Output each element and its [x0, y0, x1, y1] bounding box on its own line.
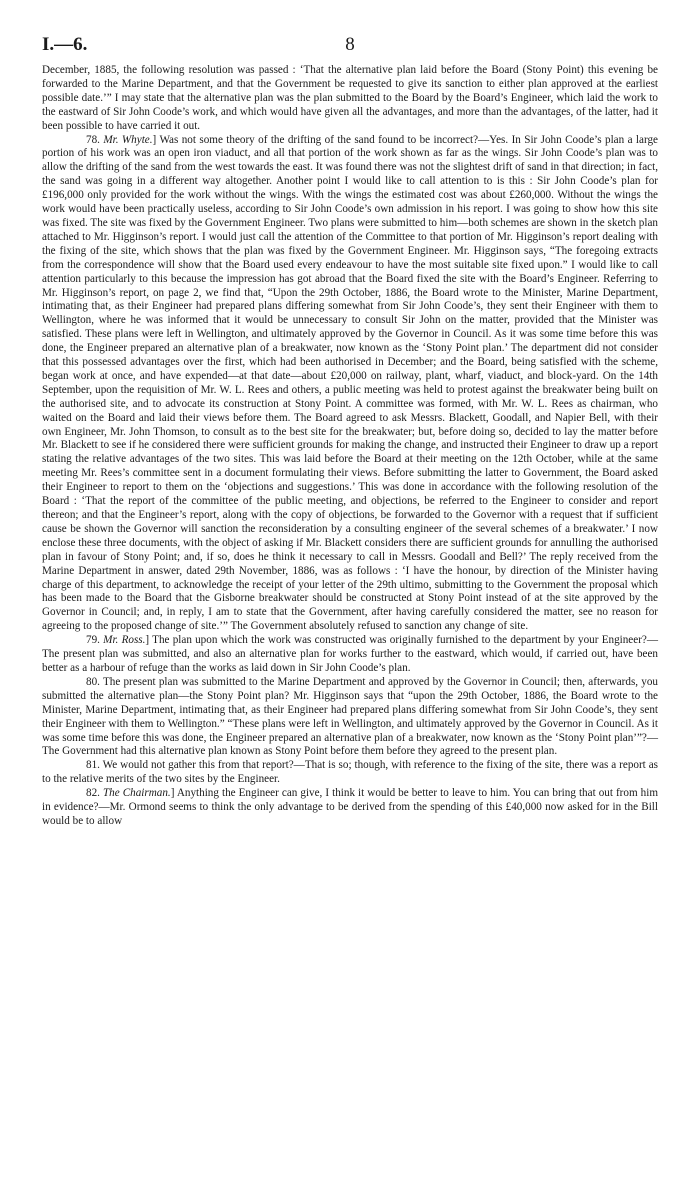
question-number: 81.: [86, 759, 100, 772]
speaker-name: The Chairman.: [102, 787, 171, 800]
paragraph-text: December, 1885, the following resolution was passed : ‘That the alternative plan laid before the Board (Stony Point) this evening be forwarded to the Marine Department, and that the Government be requested to give its sanction to either plan approved at the earliest possible date.’” I may state that the alternative plan was the plan submitted to the Board by the Board’s Engineer, which laid the work to the eastward of Sir John Coode’s work, and which would have given all the advantages, and more than the advantages, of the latter, had it been possible to have carried it out.: [42, 64, 658, 132]
page-number: 8: [345, 34, 355, 55]
paragraph-text: Was not some theory of the drifting of the sand found to be incorrect?—Yes. In Sir John Coode’s plan a large portion of his work was an open iron viaduct, and all that portion of the work shown as far as the wings. Sir John Coode’s plan was to allow the drifting of the sand from the west towards the east. It was found there was not the slightest drift of sand in that direction; in fact, the sand was going in a different way altogether. Another point I would like to call attention to is this : Sir John Coode’s plan for £196,000 only provided for the work without the wings. With the wings the estimated cost was about £260,000. Without the wings the work would have been practically useless, according to Sir John Coode’s own admission in his report. I was going to show how this site was fixed. The site was fixed by the Government Engineer. Two plans were submitted to him—both schemes are shown in the sketch plan attached to Mr. Higginson’s report. I would just call the attention of the Committee to that portion of Mr. Higginson’s report dealing with the fixing of the site, which shows that the plan was fixed by the Government Engineer. Mr. Higginson says, “The foregoing extracts from the correspondence will show that the Board used every endeavour to have the most suitable site fixed upon.” I would like to call attention particularly to this because the impression has got abroad that the Board fixed the site with the Board’s Engineer. Referring to Mr. Higginson’s report, on page 2, we find that, “Upon the 29th October, 1886, the Board wrote to the Minister, Marine Department, intimating that, as their Engineer had prepared plans differing somewhat from Sir John Coode’s, they sent their Engineer with them to Wellington, where he was informed that it would be unnecessary to consult Sir John on the matter, provided that the Minister was satisfied. These plans were left in Wellington, and ultimately approved by the Governor in Council. As it was some time before this was done, the Engineer prepared an alternative plan of a breakwater, now known as the ‘Stony Point plan.’ The department did not consider that this possessed advantages over the first, which had been authorised in December; and the Board, being satisfied with the scheme, began work at once, and have expended—at that date—about £20,000 on railway, plant, wharf, viaduct, and block-yard. On the 14th September, upon the requisition of Mr. W. L. Rees and others, a public meeting was held to protest against the breakwater being built on the authorised site, and to advocate its construction at Stony Point. A committee was formed, with Mr. W. L. Rees as chairman, who waited on the Board and laid their views before them. The Board agreed to ask Messrs. Blackett, Goodall, and Napier Bell, with their own Engineer, Mr. John Thomson, to consult as to the best site for the breakwater; but, before doing so, decided to lay the matter before Mr. Blackett to see if he considered there were sufficient grounds for making the change, and instructed their Engineer to draw up a report stating the relative advantages of the two sites. This was laid before the Board at their meeting on the 12th October, while at the same meeting Mr. Rees’s committee sent in a document formulating their views. Before submitting the latter to Government, the Board asked their Engineer to report to them on the ‘objections and suggestions.’ This was done in accordance with the following resolution of the Board : ‘That the report of the committee of the public meeting, and objections, be referred to the Engineer to consider and report thereon; and that the Engineer’s report, along with the copy of objections, be forwarded to the Governor with a request that if sufficient cause be shown the Governor will sanction the reconsideration by a consulting engineer of the several schemes of a breakwater.’ I now enclose these three documents, with the object of asking if Mr. Blackett considers there are sufficient grounds for annulling the authorised plan in favour of Stony Point; and, if so, does he think it necessary to call in Messrs. Goodall and Bell?’ The reply received from the Marine Department in answer, dated 29th November, 1886, was as follows : ‘I have the honour, by direction of the Minister having charge of this department, to acknowledge the receipt of your letter of the 29th ultimo, submitting to the Government the proposal which has been made to the Board that the Gisborne breakwater should be constructed at Stony Point instead of at the site approved by the Governor in Council; and, in reply, I am to state that the Government, after having carefully considered the matter, see no reason for agreeing to the proposed change of site.’” The Government absolutely refused to sanction any change of site.: [42, 133, 658, 633]
question-number: 80.: [86, 675, 100, 688]
page-header: [42, 34, 658, 58]
question-82: 82. The Chairman.] Anything the Engineer can give, I think it would be better to leave to him. You can bring that out from him in evidence?—Mr. Ormond seems to think the only advantage to be derived from the spending of this £40,000 now asked for in the Bill would be to allow: [42, 787, 658, 827]
question-number: 78.: [86, 133, 100, 146]
question-80: [42, 676, 658, 759]
question-78: 78. Mr. Whyte.] Was not some theory of the drifting of the sand found to be incorrect?—Yes. In Sir John Coode’s plan a large portion of his work was an open iron viaduct, and all that portion of the work shown as far as the wings. Sir John Coode’s plan was to allow the drifting of the sand from the west towards the east. It was found there was not the slightest drift of sand in that direction; in fact, the sand was going in a different way altogether. Another point I would like to call attention to is this : Sir John Coode’s plan for £196,000 only provided for the work without the wings. With the wings the estimated cost was about £260,000. Without the wings the work would have been practically useless, according to Sir John Coode’s own admission in his report. I was going to show how this site was fixed. The site was fixed by the Government Engineer. Two plans were submitted to him—both schemes are shown in the sketch plan attached to Mr. Higginson’s report. I would just call the attention of the Committee to that portion of Mr. Higginson’s report dealing with the fixing of the site, which shows that the plan was fixed by the Government Engineer. Mr. Higginson says, “The foregoing extracts from the correspondence will show that the Board used every endeavour to have the most suitable site fixed upon.” I would like to call attention particularly to this because the impression has got abroad that the Board fixed the site with the Board’s Engineer. Referring to Mr. Higginson’s report, on page 2, we find that, “Upon the 29th October, 1886, the Board wrote to the Minister, Marine Department, intimating that, as their Engineer had prepared plans differing somewhat from Sir John Coode’s, they sent their Engineer with them to Wellington, where he was informed that it would be unnecessary to consult Sir John on the matter, provided that the Minister was satisfied. These plans were left in Wellington, and ultimately approved by the Governor in Council. As it was some time before this was done, the Engineer prepared an alternative plan of a breakwater, now known as the ‘Stony Point plan.’ The department did not consider that this possessed advantages over the first, which had been authorised in December; and the Board, being satisfied with the scheme, began work at once, and have expended—at that date—about £20,000 on railway, plant, wharf, viaduct, and block-yard. On the 14th September, upon the requisition of Mr. W. L. Rees and others, a public meeting was held to protest against the breakwater being built on the authorised site, and to advocate its construction at Stony Point. A committee was formed, with Mr. W. L. Rees as chairman, who waited on the Board and laid their views before them. The Board agreed to ask Messrs. Blackett, Goodall, and Napier Bell, with their own Engineer, Mr. John Thomson, to consult as to the best site for the breakwater; but, before doing so, decided to lay the matter before Mr. Blackett to see if he considered there were sufficient grounds for making the change, and instructed their Engineer to draw up a report stating the relative advantages of the two sites. This was laid before the Board at their meeting on the 12th October, while at the same meeting Mr. Rees’s committee sent in a document formulating their views. Before submitting the latter to Government, the Board asked their Engineer to report to them on the ‘objections and suggestions.’ This was done in accordance with the following resolution of the Board : ‘That the report of the committee of the public meeting, and objections, be referred to the Engineer to consider and report thereon; and that the Engineer’s report, along with the copy of objections, be forwarded to the Governor with a request that if sufficient cause be shown the Governor will sanction the reconsideration by a consulting engineer of the several schemes of a breakwater.’ I now enclose these three documents, with the object of asking if Mr. Blackett considers there are sufficient grounds for annulling the authorised plan in favour of Stony Point; and, if so, does he think it necessary to call in Messrs. Goodall and Bell?’ The reply received from the Marine Department in answer, dated 29th November, 1886, was as follows : ‘I have the honour, by direction of the Minister having charge of this department, to acknowledge the receipt of your letter of the 29th ultimo, submitting to the Government the proposal which has been made to the Board that the Gisborne breakwater should be constructed at Stony Point instead of at the site approved by the Governor in Council; and, in reply, I am to state that the Government, after having carefully considered the matter, see no reason for agreeing to the proposed change of site.’” The Government absolutely refused to sanction any change of site.: [42, 133, 658, 633]
speaker-name: Mr. Whyte.: [103, 133, 153, 146]
question-number: 79.: [86, 634, 100, 647]
question-number: 82.: [86, 787, 100, 800]
paragraph-text: Anything the Engineer can give, I think it would be better to leave to him. You can bring that out from him in evidence?—Mr. Ormond seems to think the only advantage to be derived from the spending of this £40,000 now asked for in the Bill would be to allow: [42, 787, 658, 827]
question-81: [42, 759, 658, 787]
paragraph-text: The plan upon which the work was constructed was originally furnished to the department by your Engineer?—The present plan was submitted, and also an alternative plan for works further to the eastward, which would, if carried out, have been better as a harbour of refuge than the works as laid down in Sir John Coode’s plan.: [42, 634, 658, 674]
page-body: [42, 64, 658, 829]
paragraph-continuation: [42, 64, 658, 134]
paragraph-text: The present plan was submitted to the Marine Department and approved by the Governor in Council; then, afterwards, you submitted the alternative plan—the Stony Point plan? Mr. Higginson says that “upon the 29th October, 1886, the Board wrote to the Minister, Marine Department, intimating that, as their Engineer had prepared plans differing somewhat from Sir John Coode’s, they sent their Engineer with them to Wellington.” “These plans were left in Wellington, and ultimately approved by the Governor in Council. As it was some time before this was done, the Engineer prepared an alternative plan of a breakwater, now known as the ‘Stony Point plan’”?—The Government had this alternative plan known as Stony Point before them before they agreed to the present plan.: [42, 675, 658, 758]
speaker-name: Mr. Ross.: [103, 634, 146, 647]
paragraph-text: We would not gather this from that report?—That is so; though, with reference to the fixing of the site, there was a report as to the relative merits of the two sites by the Engineer.: [42, 759, 658, 786]
question-79: 79. Mr. Ross.] The plan upon which the work was constructed was originally furnished to the department by your Engineer?—The present plan was submitted, and also an alternative plan for works further to the eastward, which would, if carried out, have been better as a harbour of refuge than the works as laid down in Sir John Coode’s plan.: [42, 634, 658, 674]
document-id: I.—6.: [42, 34, 88, 55]
